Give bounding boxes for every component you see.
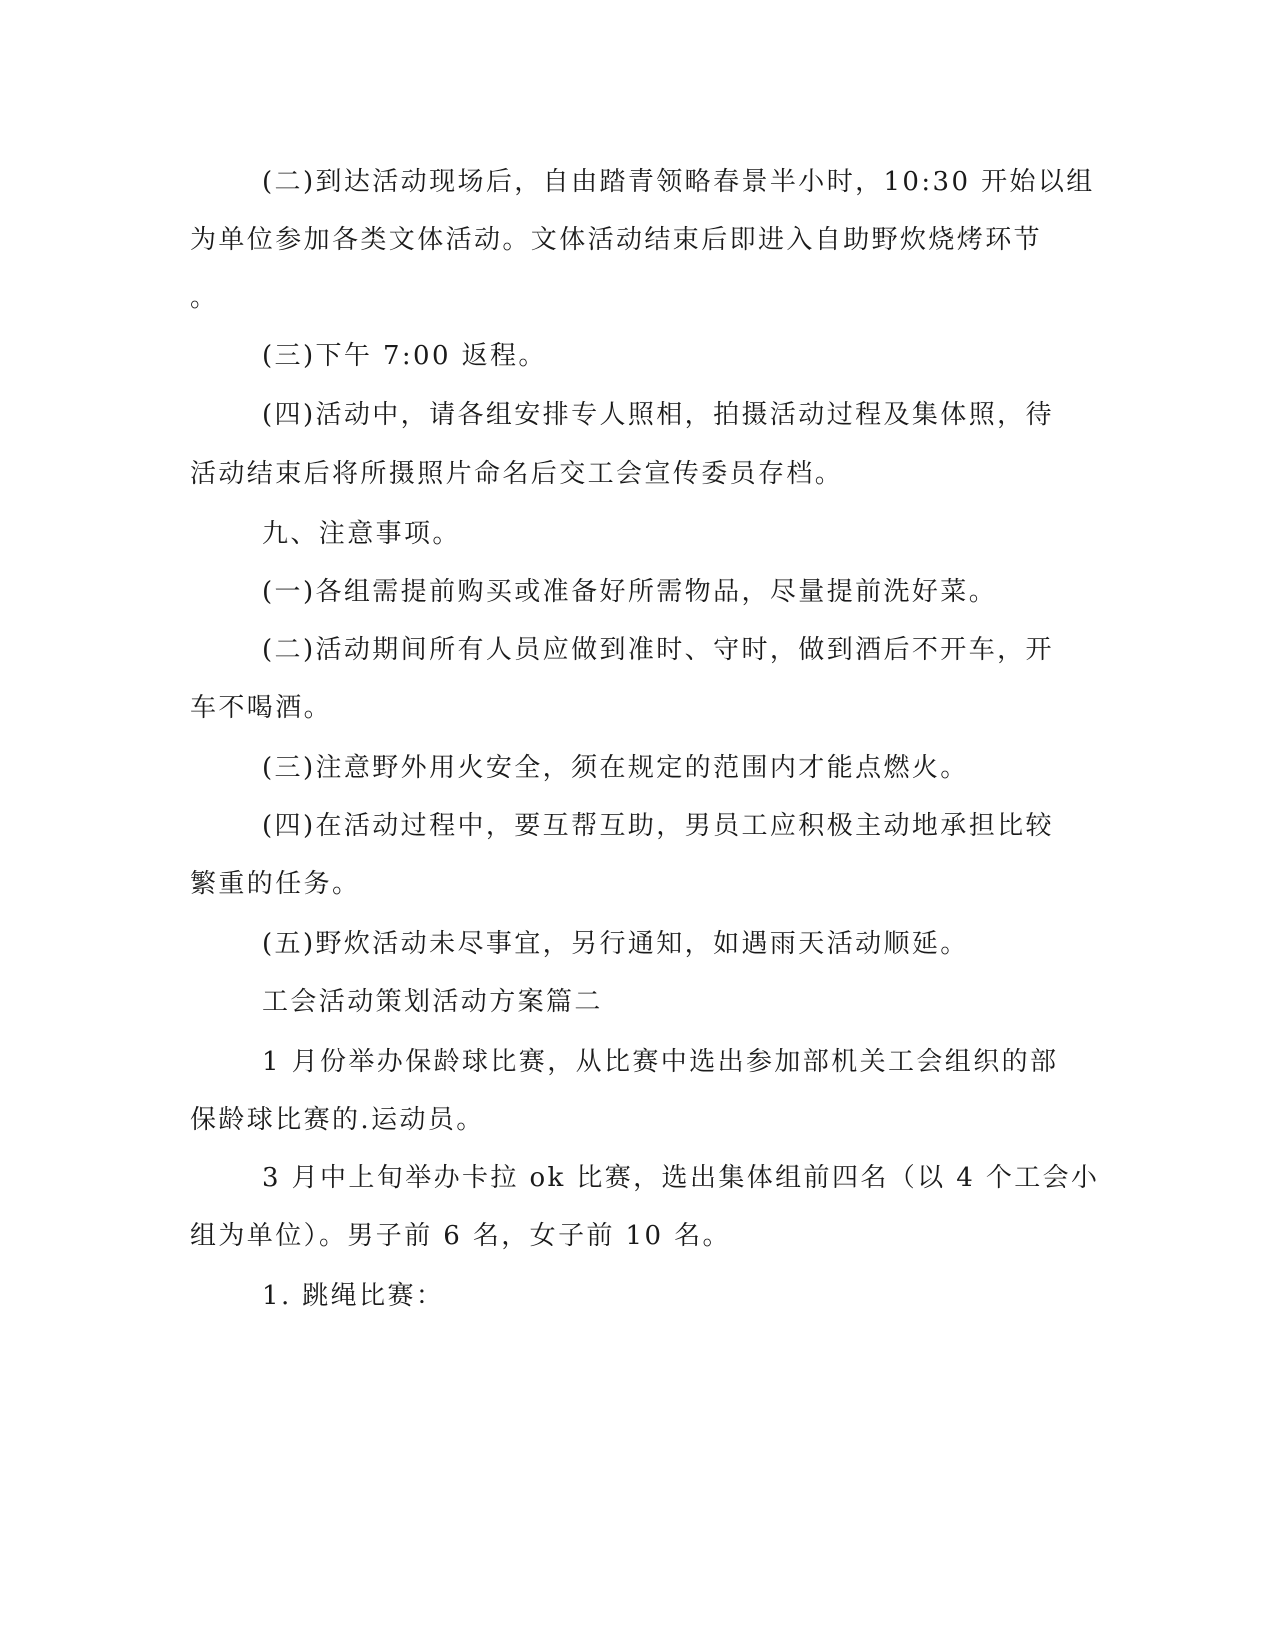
paragraph-line: 组为单位）。男子前 6 名，女子前 10 名。	[190, 1221, 731, 1251]
paragraph-line: (四)在活动过程中，要互帮互助，男员工应积极主动地承担比较	[262, 811, 1054, 841]
paragraph-line: (三)下午 7:00 返程。	[262, 341, 547, 371]
paragraph-line: (二)活动期间所有人员应做到准时、守时，做到酒后不开车，开	[262, 635, 1054, 665]
paragraph-line: (四)活动中，请各组安排专人照相，拍摄活动过程及集体照，待	[262, 400, 1054, 430]
section-heading: 九、注意事项。	[262, 519, 461, 549]
paragraph-line: 为单位参加各类文体活动。文体活动结束后即进入自助野炊烧烤环节	[190, 225, 1043, 255]
paragraph-line: 1 月份举办保龄球比赛，从比赛中选出参加部机关工会组织的部	[262, 1047, 1059, 1077]
paragraph-line: 活动结束后将所摄照片命名后交工会宣传委员存档。	[190, 459, 844, 489]
paragraph-line: (一)各组需提前购买或准备好所需物品，尽量提前洗好菜。	[262, 577, 998, 607]
paragraph-line: 繁重的任务。	[190, 869, 361, 899]
paragraph-line: (三)注意野外用火安全，须在规定的范围内才能点燃火。	[262, 753, 969, 783]
paragraph-line: 3 月中上旬举办卡拉 ok 比赛，选出集体组前四名（以 4 个工会小	[262, 1163, 1100, 1193]
section-heading: 工会活动策划活动方案篇二	[262, 987, 603, 1017]
paragraph-line: 。	[190, 283, 219, 313]
list-item-heading: 1. 跳绳比赛：	[262, 1281, 445, 1311]
paragraph-line: 车不喝酒。	[190, 693, 333, 723]
paragraph-line: 保龄球比赛的.运动员。	[190, 1105, 485, 1135]
paragraph-line: (二)到达活动现场后，自由踏青领略春景半小时，10:30 开始以组	[262, 167, 1095, 197]
paragraph-line: (五)野炊活动未尽事宜，另行通知，如遇雨天活动顺延。	[262, 929, 969, 959]
